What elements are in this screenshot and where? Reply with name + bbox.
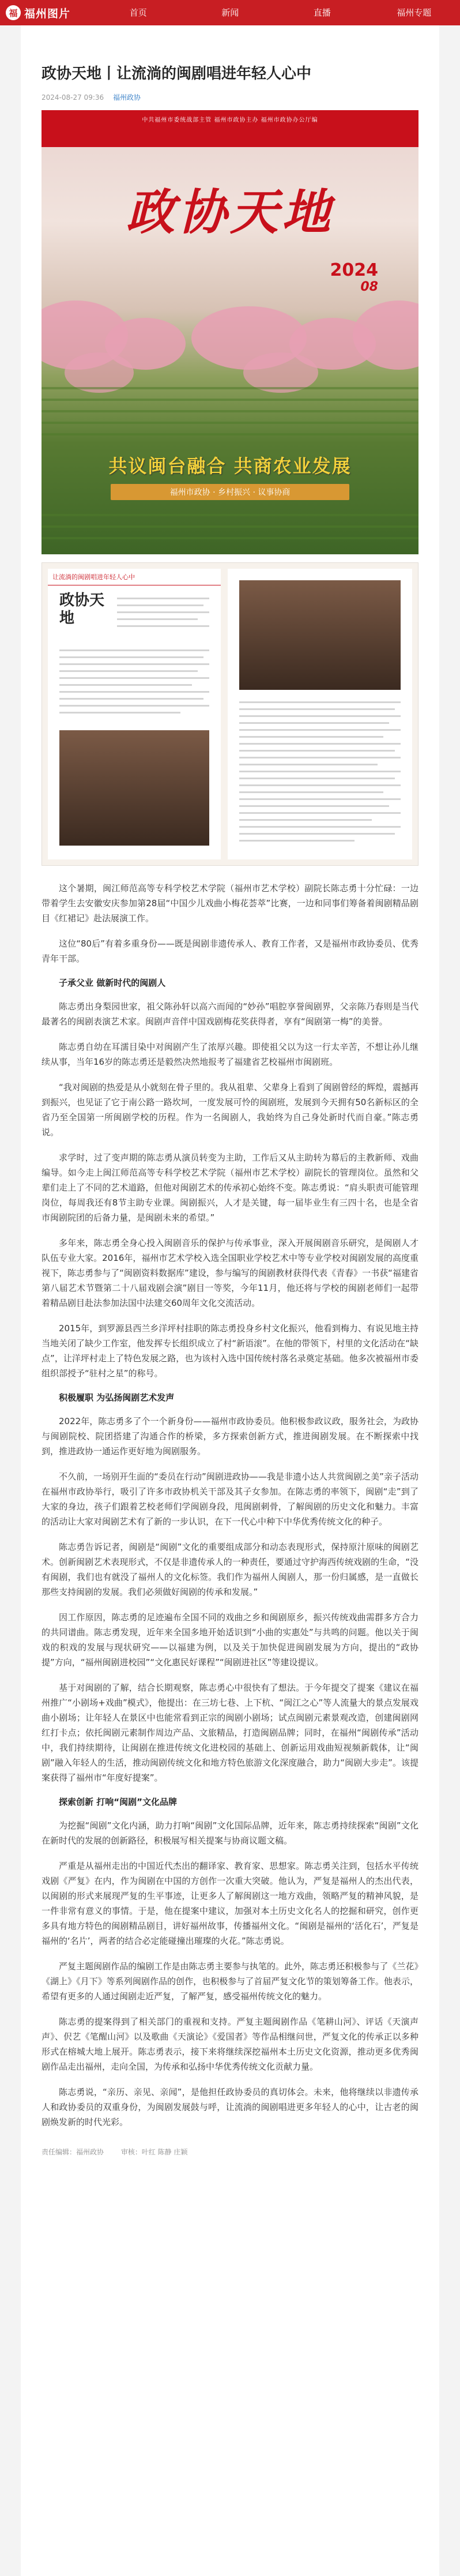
- publish-date: 2024-08-27 09:36: [42, 93, 104, 102]
- article-paragraph: 这个暑期，闽江师范高等专科学校艺术学院（福州市艺术学校）副院长陈志勇十分忙碌：一边带着学生去安徽安庆参加第28届“中国少儿戏曲小梅花荟萃”比赛，一边和同事们筹备着闽剧精品剧目《红裙记》赴法展演工作。: [42, 883, 418, 923]
- spread-photo-left: [59, 730, 209, 846]
- article-source-link[interactable]: 福州政协: [112, 93, 141, 102]
- cover-subheadline: 福州市政协 · 乡村振兴 · 议事协商: [111, 484, 349, 500]
- article-paragraph: 陈志勇告诉记者，闽剧是“闽剧”文化的重要组成部分和动态表现形式，保持原汁原味的闽剧艺术。创新闽剧艺术表现形式，不仅是非遗传承人的一种责任，要通过守护海西传统戏剧的生命，“没有闽剧，我们也有就没了福州人的文化标签。我们作为福州人闽剧人，那一份归属感，是一直做长那些支持闽剧的发展。我们必须做好闽剧的传承和发展。”: [42, 1541, 418, 1597]
- spread-right-page: [228, 569, 412, 859]
- site-logo[interactable]: [0, 5, 92, 21]
- cover-title: 政协天地: [126, 183, 334, 241]
- article-paragraph: 不久前，一场别开生面的“委员在行动”闽剧进政协——我是非遗小达人共赏闽剧之美”亲子活动在福州市政协举行，吸引了许多市政协机关干部及其子女参加。在陈志勇的率领下，闽剧“走”到了大家的身边，孩子们跟着艺校老师们学闽剧身段，甩闽剧刺骨，了解闽剧的历史文化和魅力。丰富的活动让大家对闽剧艺术有了新的一步认识，在下一代心中种下中华优秀传统文化的种子。: [42, 1471, 418, 1527]
- logo-text: 福州图片: [24, 7, 71, 20]
- article-body: [42, 881, 418, 2130]
- article-meta: [42, 92, 418, 102]
- article-paragraph: 为挖掘“闽剧”文化内涵，助力打响“闽剧”文化国际品牌，近年来，陈志勇持续探索“闽剧”文化在新时代的发展的创新路径，积极展写相关提案与协商议题文稿。: [42, 1820, 418, 1846]
- article-paragraph: 2015年，到罗源县西兰乡洋坪村挂职的陈志勇投身乡村文化振兴，他看到梅力、有说见地主持当地关闭了缺少工作室，他发挥专长组织成立了村“新语滚”。在他的带领下，村里的文化活动在“缺点”，让洋坪村走上了特色发展之路，也为该村入选中国传统村落名录奠定基础。他多次被福州市委组织部授予“驻村之星”的称号。: [42, 1323, 418, 1379]
- article-paragraph: 求学时，过了变声期的陈志勇从演员转变为主助，工作后又从主助转为幕后的主教新师、戏曲编导。如今走上闽江师范高等专科学校艺术学院（福州市艺术学校）副院长的管理岗位。虽然和父辈们走上了不同的艺术道路，但他对闽剧艺术的传承初心始终不变。陈志勇说：“肩头职责可能管理岗位，每周我还有8节主助专业课。闽剧振兴，人才是关键，每一届毕业生有三四十名，也是全省市闽剧院团的后备力量，是闽剧未来的希望。”: [42, 1152, 418, 1223]
- article-paragraph: “我对闽剧的热爱是从小就刻在骨子里的。我从祖辈、父辈身上看到了闽剧曾经的辉煌，震撼再到振兴，也见证了它于南公路一路坎坷，一度发展可怜的闽剧班，发展到今天拥有50名新标区的全省乃至全国第一所闽剧学校的历程。作为一名闽剧人，我始终为自己身处新时代而自豪。”陈志勇说。: [42, 1082, 418, 1137]
- editor-credit: 责任编辑：福州政协: [42, 2147, 104, 2156]
- nav-topics[interactable]: 福州专题: [397, 7, 432, 18]
- nav-home[interactable]: 首页: [129, 7, 147, 18]
- magazine-cover-image: [42, 110, 418, 554]
- article-footer: [42, 2147, 418, 2157]
- article-paragraph: 陈志勇自幼在耳濡目染中对闽剧产生了浓厚兴趣。即使祖父以为这一行太辛苦，不想让孙儿继续从事，当年16岁的陈志勇还是毅然决然地报考了福建省艺校福州市闽剧班。: [42, 1041, 418, 1067]
- section-heading: 探索创新 打响“闽剧”文化品牌: [59, 1796, 177, 1807]
- cover-header-band: [42, 110, 418, 147]
- article-title: 政协天地丨让流淌的闽剧唱进年轻人心中: [42, 65, 312, 82]
- article-paragraph: 严重是从福州走出的中国近代杰出的翻译家、教育家、思想家。陈志勇关注到，包括水平传统戏剧《严复》在内，作为闽剧在中国的方创作一次重大突破。他认为，严复是福州人的杰出代表，以闽剧的形式来展现严复的生平事迹，让更多人了解闽剧这一地方戏曲，领略严复的精神风貌，是一件非常有意义的事情。于是，他在提案中建议，加强对本土历史文化名人的挖掘和研究，创作更多具有地方特色的闽剧精品剧目，讲好福州故事，传播福州文化。“闽剧是福州的‘活化石’，严复是福州的‘名片’，两者的结合必定能碰撞出璀璨的火花。”陈志勇说。: [42, 1860, 418, 1946]
- article-paragraph: 陈志勇出身梨园世家，祖父陈孙轩以高六而闻的“妙孙”唱腔享誉闽剧界，父亲陈乃春则是当代最著名的闽剧表演艺术家。闽剧声音伴中国戏剧梅花奖获得者，享有“闽剧第一梅”的美誉。: [42, 1001, 418, 1027]
- logo-icon: 福: [6, 5, 21, 20]
- spread-left-page: [48, 569, 221, 859]
- section-heading: 积极履职 为弘扬闽剧艺术发声: [59, 1392, 175, 1403]
- cover-top-line: 中共福州市委统战部主管 福州市政协主办 福州市政协办公厅编: [142, 117, 318, 123]
- main-nav: [92, 0, 460, 25]
- spread-header: 让流淌的闽剧唱进年轻人心中: [48, 569, 221, 585]
- cover-headline: 共议闽台融合 共商农业发展: [108, 455, 352, 477]
- section-heading: 子承父业 做新时代的闽剧人: [59, 977, 166, 988]
- article: [21, 25, 439, 2576]
- spread-photo-right: [239, 580, 401, 690]
- article-paragraph: 这位“80后”有着多重身份——既是闽剧非遗传承人、教育工作者，又是福州市政协委员、优秀青年干部。: [42, 938, 418, 964]
- article-paragraph: 基于对闽剧的了解，结合长期观察，陈志勇心中很快有了想法。于今年提交了提案《建议在福州推广“小剧场+戏曲”模式》，他提出：在三坊七巷、上下杭、“闽江之心”等人流量大的景点发展戏曲小剧场；让年轻人在景区中也能常看到正宗的闽剧小剧场；试点闽剧元素景观改造，创建闽剧网红打卡点；依托闽剧元素制作周边产品、文旅精品，打造闽剧品牌；同时，在福州“闽剧传承”活动中，我们持续期待，让闽剧在推进传统文化进校园的基础上、创新运用戏曲短视频新载体，让“闽剧”融入年轻人的生活，推动闽剧传统文化和地方特色旅游文化深度融合，助力“闽剧大步走”。该提案获得了福州市“年度好提案”。: [42, 1682, 418, 1783]
- article-paragraph: 因工作原因，陈志勇的足迹遍布全国不同的戏曲之乡和闽剧原乡，振兴传统戏曲需群多方合力的共同谱曲。陈志勇发现，近年来全国多地开始适识到“小曲的实惠处”与共鸣的问题。他以关于闽戏的积戏的发展与现状研究——以福建为例，以及关于加快促进闽剧发展为方向，提出的“政协提”方向，“福州闽剧进校园”“文化惠民好课程”“闽剧进社区”等建设提议。: [42, 1612, 418, 1668]
- cover-issue: 08: [360, 279, 378, 294]
- article-paragraph: 严复主题闽剧作品的编剧工作是由陈志勇主要参与执笔的。此外，陈志勇还积极参与了《兰花》《湖上》《月下》等系列闽剧作品的创作，也积极参与了首届严复文化节的策划筹备工作。他表示，希望有更多的人通过闽剧走近严复，了解严复，感受福州传统文化的魅力。: [42, 1961, 418, 2002]
- article-paragraph: 2022年，陈志勇多了个一个新身份——福州市政协委员。他积极参政议政，服务社会，为政协与闽剧院校、院团搭建了沟通合作的桥梁，多方探索创新方式，推进闽剧发展。在不断探索中找到，推进政协一通运作更好地为闽剧服务。: [42, 1415, 418, 1456]
- nav-news[interactable]: 新闻: [221, 7, 239, 18]
- nav-live[interactable]: 直播: [313, 7, 331, 18]
- spread-big-title: 政协天地: [59, 591, 105, 627]
- article-paragraph: 陈志勇说，“亲历、亲见、亲闻”，是他担任政协委员的真切体会。未来，他将继续以非遗传承人和政协委员的双重身份，为闽剧发展鼓与呼，让流淌的闽剧唱进更多年轻人的心中，让古老的闽剧焕发新的时代光彩。: [42, 2086, 418, 2127]
- cover-year: 2024: [330, 260, 378, 280]
- top-navbar: [0, 0, 460, 25]
- article-paragraph: 多年来，陈志勇全身心投入闽剧音乐的保护与传承事业，深入开展闽剧音乐研究，是闽剧人才队伍专业大家。2016年，福州市艺术学校入选全国职业学校艺术中等专业学校对闽剧发展的高度重视下，陈志勇参与了“闽剧资料数据库”建设，参与编写的闽剧教材获得代表《青春》一书获“福建省第八届艺术节暨第二十八届戏剧会演”剧目一等奖，今年11月，他还将与学校的闽剧老师们一起带着精品剧目赴法参加法国中法建交60周年文化交流活动。: [42, 1237, 418, 1308]
- magazine-spread-image: [42, 562, 418, 866]
- reviewer-credit: 审核：叶红 陈静 庄颖: [120, 2147, 188, 2156]
- article-paragraph: 陈志勇的提案得到了相关部门的重视和支持。严复主题闽剧作品《笔耕山河》、评话《天演声声》、伬艺《笔醒山河》以及歌曲《天演论》《爱国者》等作品相继问世，严复文化的传承正以多种形式在榕城大地上展开。陈志勇表示，接下来将继续深挖福州本土历史文化资源，推动更多优秀闽剧作品走出福州，走向全国，为传承和弘扬中华优秀传统文化贡献力量。: [42, 2016, 418, 2072]
